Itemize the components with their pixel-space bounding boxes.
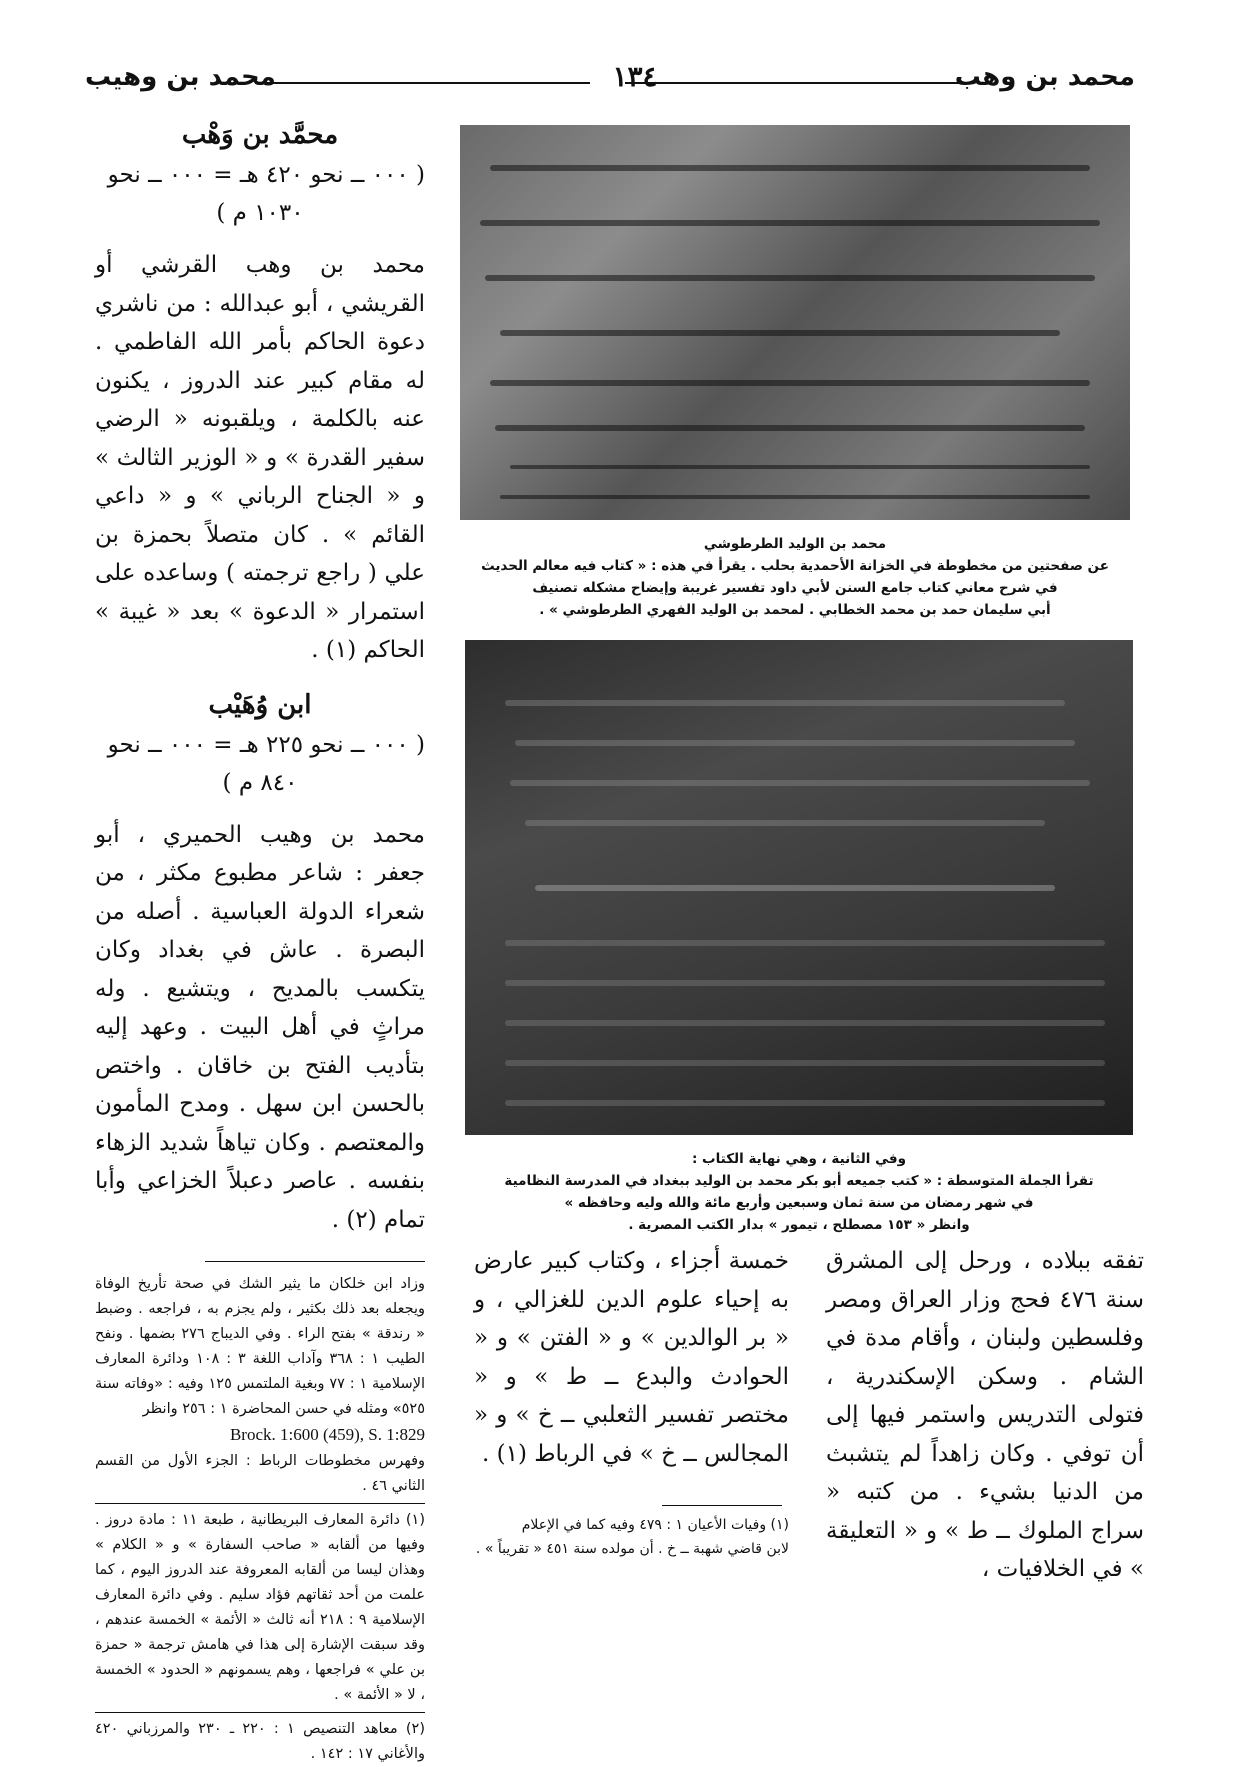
footnote-line: (١) وفيات الأعيان ١ : ٤٧٩ وفيه كما في الإعلام	[521, 1517, 789, 1533]
image-caption-2	[465, 1148, 1133, 1236]
footnote-separator	[205, 1261, 425, 1262]
caption-line: في شهر رمضان من سنة ثمان وسبعين وأربع مائة والله وليه وحافظه »	[564, 1195, 1034, 1211]
footnote-separator	[662, 1505, 782, 1506]
caption-line: وفي الثانية ، وهي نهاية الكتاب :	[691, 1151, 907, 1167]
entry-title: ابن وُهَيْب	[208, 689, 312, 720]
caption-line: أبي سليمان حمد بن محمد الخطابي . لمحمد بن الوليد الفهري الطرطوشي » .	[539, 602, 1051, 618]
manuscript-image-2	[465, 640, 1133, 1135]
caption-line: وانظر « ١٥٣ مصطلح ، تيمور » بدار الكتب المصرية .	[628, 1217, 970, 1233]
caption-line: في شرح معاني كتاب جامع السنن لأبي داود تفسير غريبة وإيضاح مشكله تصنيف	[532, 580, 1058, 596]
footnote-line: لابن قاضي شهبة ــ خ . أن مولده سنة ٤٥١ « تقريباً » .	[475, 1541, 789, 1557]
running-head-right: محمد بن وهب	[954, 62, 1135, 92]
caption-line: عن صفحتين من مخطوطة في الخزانة الأحمدية بحلب . يقرأ في هذه : « كتاب فيه معالم الحديث	[481, 558, 1109, 574]
footnote-text: وفهرس مخطوطات الرباط : الجزء الأول من القسم الثاني ٤٦ .	[95, 1453, 425, 1494]
footnote-text: وزاد ابن خلكان ما يثير الشك في صحة تأريخ الوفاة ويجعله بعد ذلك بكثير ، ولم يجزم به ، فراجعه . وضبط « رندقة » بفتح الراء . وفي الديباج ٢٧٦ بضمها . ونفح الطيب ١ : ٣٦٨ وآداب اللغة ٣ : ١٠٨ ودائرة المعارف الإسلامية ١ : ٧٧ وبغية الملتمس ١٢٥ وفيه : «وفاته سنة ٥٢٥» ومثله في حسن المحاضرة ١ : ٢٥٦ وانظر	[95, 1276, 426, 1417]
image-caption-1	[460, 533, 1130, 621]
reference-latin: Brock. 1:600 (459), S. 1:829	[229, 1425, 425, 1444]
entry-dates: ١٠٣٠ م )	[216, 200, 304, 226]
footnote-1: (١) دائرة المعارف البريطانية ، طبعة ١١ : مادة دروز . وفيها من ألقابه « صاحب السفارة » و « الكلام » وهذان ليسا من ألقابه المعروفة عند الدروز اليوم ، كما علمت من أحد ثقاتهم فؤاد سليم . وفي دائرة المعارف الإسلامية ٩ : ٢١٨ أنه ثالث « الأئمة » الخمسة عندهم ، وقد سبقت الإشارة إلى هذا في هامش ترجمة « حمزة بن علي » فراجعها ، وهم يسمونهم « الحدود » الخمسة ، لا « الأئمة » .	[95, 1512, 426, 1703]
footnotes	[95, 1272, 425, 1767]
page-header	[85, 62, 1135, 102]
biography-column	[95, 120, 425, 1767]
body-column-middle: خمسة أجزاء ، وكتاب كبير عارض به إحياء علوم الدين للغزالي ، و « بر الوالدين » و « الفتن » و « الحوادث والبدع ــ ط » و « مختصر تفسير الثعلبي ــ خ » و « المجالس ــ خ » في الرباط (١) .	[474, 1248, 789, 1467]
body-column-right: تفقه ببلاده ، ورحل إلى المشرق سنة ٤٧٦ فحج وزار العراق ومصر وفلسطين ولبنان ، وأقام مدة في الشام . وسكن الإسكندرية ، فتولى التدريس واستمر فيها إلى أن توفي . وكان زاهداً لم يتشبث من الدنيا بشيء . من كتبه « سراج الملوك ــ ط » و « التعليقة » في الخلافيات ،	[826, 1248, 1145, 1582]
running-head-left: محمد بن وهيب	[85, 62, 276, 92]
entry-dates: ( ٠٠٠ ــ نحو ٤٢٠ هـ = ٠٠٠ ــ نحو	[107, 162, 425, 188]
entry-title: محمَّد بن وَهْب	[181, 120, 339, 150]
footnote-bottom	[469, 1513, 789, 1561]
header-rule-left	[255, 82, 590, 84]
entry-dates: ( ٠٠٠ ــ نحو ٢٢٥ هـ = ٠٠٠ ــ نحو	[107, 731, 425, 758]
manuscript-image-1	[460, 125, 1130, 520]
caption-line: محمد بن الوليد الطرطوشي	[703, 536, 887, 552]
footnote-2: (٢) معاهد التنصيص ١ : ٢٢٠ ـ ٢٣٠ والمرزباني ٤٢٠ والأغاني ١٧ : ١٤٢ .	[95, 1721, 425, 1762]
entry-body: محمد بن وهيب الحميري ، أبو جعفر : شاعر مطبوع مكثر ، من شعراء الدولة العباسية . أصله من البصرة . عاش في بغداد وكان يتكسب بالمديح ، ويتشيع . وله مراثٍ في أهل البيت . وعهد إليه بتأديب الفتح بن خاقان . واختص بالحسن ابن سهل . ومدح المأمون والمعتصم . وكان تياهاً شديد الزهاء بنفسه . عاصر دعبلاً الخزاعي وأبا تمام (٢) .	[95, 821, 425, 1233]
page-number: ١٣٤	[612, 60, 658, 93]
caption-line: تقرأ الجملة المتوسطة : « كتب جميعه أبو بكر محمد بن الوليد ببغداد في المدرسة النظامية	[504, 1173, 1094, 1189]
entry-dates: ٨٤٠ م )	[222, 769, 298, 796]
entry-body: محمد بن وهب القرشي أو القريشي ، أبو عبدالله : من ناشري دعوة الحاكم بأمر الله الفاطمي . له مقام كبير عند الدروز ، يكنون عنه بالكلمة ، ويلقبونه « الرضي سفير القدرة » و « الوزير الثالث » و « الجناح الرباني » و « داعي القائم » . كان متصلاً بحمزة بن علي ( راجع ترجمته ) وساعده على استمرار « الدعوة » بعد « غيبة » الحاكم (١) .	[95, 252, 425, 663]
